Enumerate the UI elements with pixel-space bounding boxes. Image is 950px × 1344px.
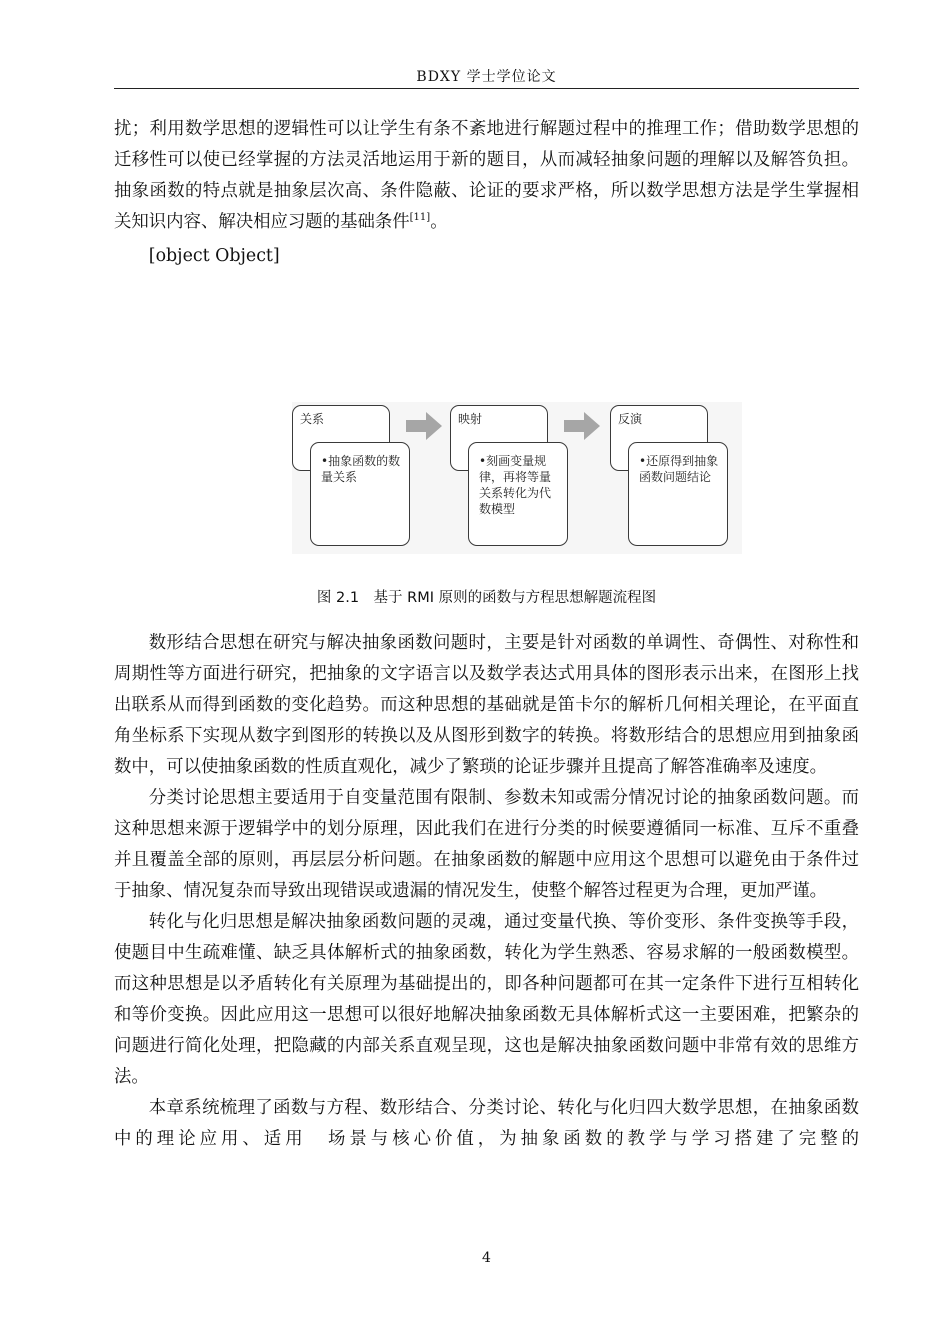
- paragraph: 本章系统梳理了函数与方程、数形结合、分类讨论、转化与化归四大数学思想，在抽象函数中的理论应用、适用 场景与核心价值，为抽象函数的教学与学习搭建了完整的: [114, 1098, 859, 1149]
- step-detail-box: [310, 442, 410, 546]
- step-detail: • 刻画变量规律，再将等量关系转化为代数模型: [479, 454, 551, 516]
- step-detail: • 抽象函数的数量关系: [321, 454, 400, 484]
- paragraph-end: 。: [430, 212, 448, 232]
- page-header: BDXY 学士学位论文: [114, 66, 859, 89]
- paragraph: [114, 114, 859, 238]
- step-label: 关系: [300, 412, 325, 426]
- arrow-right-icon: [406, 412, 442, 440]
- paragraph: 分类讨论思想主要适用于自变量范围有限制、参数未知或需分情况讨论的抽象函数问题。而这种思想来源于逻辑学中的划分原理，因此我们在进行分类的时候要遵循同一标准、互斥不重叠并且覆盖全部的原则，再层层分析问题。在抽象函数的解题中应用这个思想可以避免由于条件过于抽象、情况复杂而导致出现错误或遗漏的情况发生，使整个解答过程更为合理，更加严谨。: [114, 788, 859, 901]
- paragraph: 数形结合思想在研究与解决抽象函数问题时，主要是针对函数的单调性、奇偶性、对称性和周期性等方面进行研究，把抽象的文字语言以及数学表达式用具体的图形表示出来，在图形上找出联系从而得到函数的变化趋势。而这种思想的基础就是笛卡尔的解析几何相关理论，在平面直角坐标系下实现从数字到图形的转换以及从图形到数字的转换。将数形结合的思想应用到抽象函数中，可以使抽象函数的性质直观化，减少了繁琐的论证步骤并且提高了解答准确率及速度。: [114, 633, 859, 777]
- step-label: 反演: [618, 412, 643, 426]
- arrow-right-icon: [564, 412, 600, 440]
- rmi-flow-figure: [292, 402, 742, 554]
- page-number: 4: [482, 1250, 491, 1266]
- paragraph: [object Object]: [148, 246, 280, 266]
- step-detail-box: [468, 442, 568, 546]
- step-label: 映射: [458, 412, 483, 426]
- step-detail-box: [628, 442, 728, 546]
- body-text-bottom: [114, 628, 859, 1186]
- body-text-top: [114, 114, 859, 272]
- citation: [11]: [409, 212, 431, 224]
- step-detail: • 还原得到抽象函数问题结论: [639, 454, 718, 484]
- paragraph: 转化与化归思想是解决抽象函数问题的灵魂，通过变量代换、等价变形、条件变换等手段，使题目中生疏难懂、缺乏具体解析式的抽象函数，转化为学生熟悉、容易求解的一般函数模型。而这种思想是以矛盾转化有关原理为基础提出的，即各种问题都可在其一定条件下进行互相转化和等价变换。因此应用这一思想可以很好地解决抽象函数无具体解析式这一主要困难，把繁杂的问题进行简化处理，把隐藏的内部关系直观呈现，这也是解决抽象函数问题中非常有效的思维方法。: [114, 912, 859, 1087]
- paragraph-text: 扰；利用数学思想的逻辑性可以让学生有条不紊地进行解题过程中的推理工作；借助数学思想的迁移性可以使已经掌握的方法灵活地运用于新的题目，从而减轻抽象问题的理解以及解答负担。抽象函数的特点就是抽象层次高、条件隐蔽、论证的要求严格，所以数学思想方法是学生掌握相关知识内容、解决相应习题的基础条件: [114, 119, 859, 232]
- figure-caption: 图 2.1 基于 RMI 原则的函数与方程思想解题流程图: [316, 590, 657, 606]
